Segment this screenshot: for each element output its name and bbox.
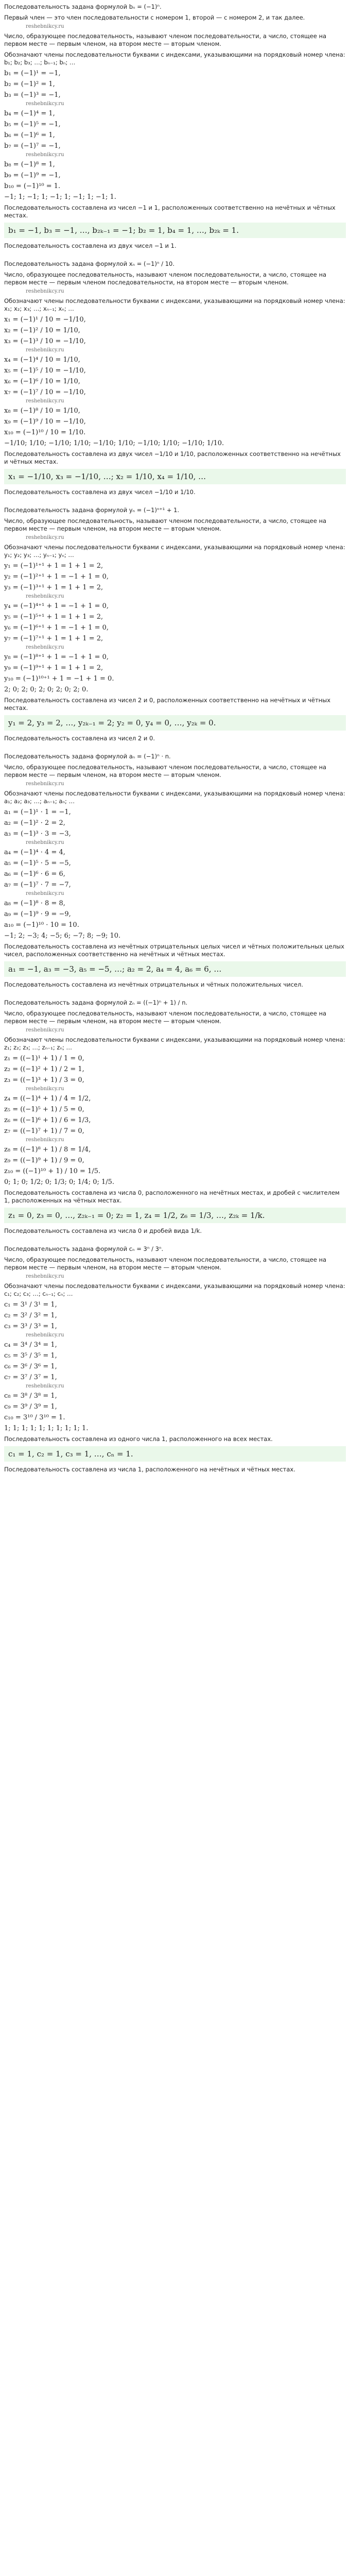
equation: y₆ = (−1)⁶⁺¹ + 1 = −1 + 1 = 0, bbox=[4, 624, 109, 632]
note: Последовательность составлена из числа 0, расположенного на нечётных местах, и дробей с числителем 1, расположенных на чётных местах. bbox=[4, 1189, 340, 1204]
equation: z₄ = ((−1)⁴ + 1) / 4 = 1/2, bbox=[4, 1095, 91, 1103]
note: Последовательность составлена из чисел 2 и 0, расположенных соответственно на нечётных и чётных местах. bbox=[4, 697, 331, 711]
equation: b₃ = (−1)³ = −1, bbox=[4, 91, 61, 99]
intro-line: Число, образующее последовательность, называют членом последовательности, а число, стоящее на первом месте — первым членом, на втором месте — вторым членом. bbox=[4, 517, 327, 532]
equation: c₃ = 3³ / 3³ = 1, bbox=[4, 1323, 57, 1330]
equation: b₅ = (−1)⁵ = −1, bbox=[4, 121, 61, 128]
solution-block-4 bbox=[4, 753, 346, 989]
conclusion: Последовательность составлена из чисел 2 и 0. bbox=[4, 735, 155, 742]
intro-line: Число, образующее последовательность, называют членом последовательности, а число, стоящее на первом месте — первым членом последовательности, на втором месте — вторым членом. bbox=[4, 271, 327, 286]
watermark: reshebnikcy.ru bbox=[26, 347, 64, 353]
equation: c₂ = 3² / 3² = 1, bbox=[4, 1312, 57, 1319]
summary-box: b₁ = −1, b₃ = −1, …, b₂ₖ₋₁ = −1; b₂ = 1, b₄ = 1, …, b₂ₖ = 1. bbox=[4, 223, 346, 238]
equation: x₄ = (−1)⁴ / 10 = 1/10, bbox=[4, 356, 80, 364]
equation: y₇ = (−1)⁷⁺¹ + 1 = 1 + 1 = 2, bbox=[4, 635, 103, 642]
equation: c₁ = 3¹ / 3¹ = 1, bbox=[4, 1301, 57, 1309]
intro-line: Число, образующее последовательность, называют членом последовательности, а число, стоящее на первом месте — первым членом, на втором месте — вторым членом. bbox=[4, 32, 327, 47]
equation: x₉ = (−1)⁹ / 10 = −1/10, bbox=[4, 418, 86, 426]
intro-line: Число, образующее последовательность, называют членом последовательности, а число, стоящее на первом месте — первым членом, на втором месте — вторым членом. bbox=[4, 1010, 327, 1025]
equation: c₇ = 3⁷ / 3⁷ = 1, bbox=[4, 1374, 57, 1381]
intro-line: Последовательность задана формулой zₙ = ((−1)ⁿ + 1) / n. bbox=[4, 999, 188, 1006]
sequence-list: −1/10; 1/10; −1/10; 1/10; −1/10; 1/10; −1/10; 1/10; −1/10; 1/10. bbox=[4, 439, 224, 447]
equation: x₇ = (−1)⁷ / 10 = −1/10, bbox=[4, 388, 86, 396]
watermark: reshebnikcy.ru bbox=[26, 1274, 64, 1279]
sequence-list: −1; 1; −1; 1; −1; 1; −1; 1; −1; 1. bbox=[4, 193, 116, 201]
equation: b₁₀ = (−1)¹⁰ = 1. bbox=[4, 182, 61, 190]
equation: z₂ = ((−1)² + 1) / 2 = 1, bbox=[4, 1065, 84, 1073]
equation: b₇ = (−1)⁷ = −1, bbox=[4, 142, 61, 150]
intro-line: Число, образующее последовательность, называют членом последовательности, а число, стоящее на первом месте — первым членом, на втором месте — вторым членом. bbox=[4, 1256, 327, 1271]
equation: y₉ = (−1)⁹⁺¹ + 1 = 1 + 1 = 2, bbox=[4, 664, 103, 672]
equation: b₁ = (−1)¹ = −1, bbox=[4, 70, 61, 77]
equation: a₆ = (−1)⁶ · 6 = 6, bbox=[4, 870, 65, 878]
equation: a₃ = (−1)³ · 3 = −3, bbox=[4, 830, 71, 838]
sequence-list: −1; 2; −3; 4; −5; 6; −7; 8; −9; 10. bbox=[4, 932, 121, 940]
intro-line: Число, образующее последовательность, называют членом последовательности, а число, стоящее на первом месте — первым членом, на втором месте — вторым членом. bbox=[4, 764, 327, 778]
watermark: reshebnikcy.ru bbox=[26, 535, 64, 540]
equation: c₉ = 3⁹ / 3⁹ = 1, bbox=[4, 1403, 57, 1411]
equation: b₂ = (−1)² = 1, bbox=[4, 80, 55, 88]
equation: c₈ = 3⁸ / 3⁸ = 1, bbox=[4, 1392, 57, 1400]
note: Последовательность составлена из двух чисел −1/10 и 1/10, расположенных соответственно на нечётных и чётных местах. bbox=[4, 450, 341, 465]
intro-line: Обозначают члены последовательности буквами с индексами, указывающими на порядковый номер члена: x₁; x₂; x₃; …; xₙ₋₁; xₙ; … bbox=[4, 297, 345, 312]
watermark: reshebnikcy.ru bbox=[26, 1383, 64, 1389]
equation: y₈ = (−1)⁸⁺¹ + 1 = −1 + 1 = 0, bbox=[4, 653, 109, 661]
intro-line: Обозначают члены последовательности буквами с индексами, указывающими на порядковый номер члена: b₁; b₂; b₃; …; bₙ₋₁; bₙ; … bbox=[4, 51, 345, 66]
equation: b₄ = (−1)⁴ = 1, bbox=[4, 110, 55, 117]
summary-box: y₁ = 2, y₃ = 2, …, y₂ₖ₋₁ = 2; y₂ = 0, y₄ = 0, …, y₂ₖ = 0. bbox=[4, 715, 346, 731]
solution-block-2 bbox=[4, 260, 346, 496]
conclusion: Последовательность составлена из нечётных отрицательных и чётных положительных чисел. bbox=[4, 981, 303, 988]
equation: b₈ = (−1)⁸ = 1, bbox=[4, 161, 55, 168]
equation: a₂ = (−1)² · 2 = 2, bbox=[4, 819, 65, 827]
intro-line: Обозначают члены последовательности буквами с индексами, указывающими на порядковый номер члена: a₁; a₂; a₃; …; aₙ₋₁; aₙ; … bbox=[4, 790, 345, 805]
solution-block-6 bbox=[4, 1245, 346, 1473]
watermark: reshebnikcy.ru bbox=[26, 289, 64, 294]
equation: x₆ = (−1)⁶ / 10 = 1/10, bbox=[4, 378, 80, 385]
intro-line: Первый член — это член последовательности с номером 1, второй — с номером 2, и так далее. bbox=[4, 14, 305, 21]
summary-box: a₁ = −1, a₃ = −3, a₅ = −5, …; a₂ = 2, a₄ = 4, a₆ = 6, … bbox=[4, 961, 346, 977]
solution-block-3 bbox=[4, 506, 346, 742]
equation: x₃ = (−1)³ / 10 = −1/10, bbox=[4, 337, 86, 345]
watermark: reshebnikcy.ru bbox=[26, 645, 64, 650]
watermark: reshebnikcy.ru bbox=[26, 594, 64, 599]
equation: z₁₀ = ((−1)¹⁰ + 1) / 10 = 1/5. bbox=[4, 1167, 101, 1175]
conclusion: Последовательность составлена из числа 0 и дробей вида 1/k. bbox=[4, 1227, 202, 1234]
equation: a₄ = (−1)⁴ · 4 = 4, bbox=[4, 849, 65, 856]
intro-line: Последовательность задана формулой xₙ = (−1)ⁿ / 10. bbox=[4, 260, 175, 267]
intro-line: Последовательность задана формулой aₙ = (−1)ⁿ · n. bbox=[4, 753, 171, 760]
equation: a₅ = (−1)⁵ · 5 = −5, bbox=[4, 859, 71, 867]
equation: x₈ = (−1)⁸ / 10 = 1/10, bbox=[4, 407, 80, 415]
watermark: reshebnikcy.ru bbox=[26, 1332, 64, 1338]
note: Последовательность составлена из чисел −1 и 1, расположенных соответственно на нечётных и чётных местах. bbox=[4, 204, 336, 219]
conclusion: Последовательность составлена из числа 1, расположенного на нечётных и чётных местах. bbox=[4, 1466, 295, 1473]
equation: z₆ = ((−1)⁶ + 1) / 6 = 1/3, bbox=[4, 1116, 91, 1124]
solution-block-5 bbox=[4, 999, 346, 1235]
equation: z₅ = ((−1)⁵ + 1) / 5 = 0, bbox=[4, 1106, 84, 1113]
summary-box: c₁ = 1, c₂ = 1, c₃ = 1, …, cₙ = 1. bbox=[4, 1446, 346, 1462]
intro-line: Обозначают члены последовательности буквами с индексами, указывающими на порядковый номер члена: c₁; c₂; c₃; …; cₙ₋₁; cₙ; … bbox=[4, 1282, 345, 1297]
equation: c₁₀ = 3¹⁰ / 3¹⁰ = 1. bbox=[4, 1414, 65, 1421]
equation: y₄ = (−1)⁴⁺¹ + 1 = −1 + 1 = 0, bbox=[4, 602, 109, 610]
intro-line: Последовательность задана формулой bₙ = (−1)ⁿ. bbox=[4, 3, 162, 10]
watermark: reshebnikcy.ru bbox=[26, 101, 64, 107]
equation: z₈ = ((−1)⁸ + 1) / 8 = 1/4, bbox=[4, 1146, 91, 1154]
intro-line: Обозначают члены последовательности буквами с индексами, указывающими на порядковый номер члена: y₁; y₂; y₃; …; yₙ₋₁; yₙ; … bbox=[4, 544, 345, 558]
watermark: reshebnikcy.ru bbox=[26, 781, 64, 787]
conclusion: Последовательность составлена из двух чисел −1/10 и 1/10. bbox=[4, 488, 196, 496]
watermark: reshebnikcy.ru bbox=[26, 891, 64, 896]
equation: y₅ = (−1)⁵⁺¹ + 1 = 1 + 1 = 2, bbox=[4, 613, 103, 621]
equation: y₁₀ = (−1)¹⁰⁺¹ + 1 = −1 + 1 = 0. bbox=[4, 675, 114, 683]
conclusion: Последовательность составлена из двух чисел −1 и 1. bbox=[4, 242, 177, 249]
equation: z₁ = ((−1)¹ + 1) / 1 = 0, bbox=[4, 1055, 84, 1062]
watermark: reshebnikcy.ru bbox=[26, 152, 64, 158]
equation: a₈ = (−1)⁸ · 8 = 8, bbox=[4, 900, 65, 907]
sequence-list: 2; 0; 2; 0; 2; 0; 2; 0; 2; 0. bbox=[4, 686, 89, 693]
equation: y₁ = (−1)¹⁺¹ + 1 = 1 + 1 = 2, bbox=[4, 562, 103, 570]
equation: c₄ = 3⁴ / 3⁴ = 1, bbox=[4, 1341, 57, 1349]
watermark: reshebnikcy.ru bbox=[26, 1086, 64, 1092]
watermark: reshebnikcy.ru bbox=[26, 840, 64, 845]
watermark: reshebnikcy.ru bbox=[26, 398, 64, 404]
watermark: reshebnikcy.ru bbox=[26, 1137, 64, 1143]
equation: a₉ = (−1)⁹ · 9 = −9, bbox=[4, 910, 71, 918]
summary-box: z₁ = 0, z₃ = 0, …, z₂ₖ₋₁ = 0; z₂ = 1, z₄ = 1/2, z₆ = 1/3, …, z₂ₖ = 1/k. bbox=[4, 1208, 346, 1223]
equation: y₂ = (−1)²⁺¹ + 1 = −1 + 1 = 0, bbox=[4, 573, 109, 581]
equation: x₂ = (−1)² / 10 = 1/10, bbox=[4, 327, 80, 334]
intro-line: Обозначают члены последовательности буквами с индексами, указывающими на порядковый номер члена: z₁; z₂; z₃; …; zₙ₋₁; zₙ; … bbox=[4, 1036, 345, 1051]
equation: c₅ = 3⁵ / 3⁵ = 1, bbox=[4, 1352, 57, 1360]
equation: c₆ = 3⁶ / 3⁶ = 1, bbox=[4, 1363, 57, 1370]
equation: z₃ = ((−1)³ + 1) / 3 = 0, bbox=[4, 1076, 84, 1084]
solution-block-1 bbox=[4, 3, 346, 250]
equation: b₉ = (−1)⁹ = −1, bbox=[4, 172, 61, 179]
sequence-list: 0; 1; 0; 1/2; 0; 1/3; 0; 1/4; 0; 1/5. bbox=[4, 1178, 115, 1186]
equation: a₁ = (−1)¹ · 1 = −1, bbox=[4, 808, 71, 816]
note: Последовательность составлена из нечётных отрицательных целых чисел и чётных положительных целых чисел, расположенных соответственно на нечётных и чётных местах. bbox=[4, 943, 344, 958]
equation: x₁ = (−1)¹ / 10 = −1/10, bbox=[4, 316, 86, 324]
equation: a₁₀ = (−1)¹⁰ · 10 = 10. bbox=[4, 921, 79, 929]
note: Последовательность составлена из одного числа 1, расположенного на всех местах. bbox=[4, 1435, 273, 1443]
equation: x₅ = (−1)⁵ / 10 = −1/10, bbox=[4, 367, 86, 375]
intro-line: Последовательность задана формулой cₙ = 3ⁿ / 3ⁿ. bbox=[4, 1245, 164, 1252]
watermark: reshebnikcy.ru bbox=[26, 24, 64, 29]
watermark: reshebnikcy.ru bbox=[26, 1027, 64, 1033]
sequence-list: 1; 1; 1; 1; 1; 1; 1; 1; 1; 1. bbox=[4, 1425, 89, 1432]
equation: a₇ = (−1)⁷ · 7 = −7, bbox=[4, 881, 71, 889]
intro-line: Последовательность задана формулой yₙ = (−1)ⁿ⁺¹ + 1. bbox=[4, 506, 180, 514]
equation: z₉ = ((−1)⁹ + 1) / 9 = 0, bbox=[4, 1157, 84, 1164]
equation: z₇ = ((−1)⁷ + 1) / 7 = 0, bbox=[4, 1127, 84, 1135]
equation: x₁₀ = (−1)¹⁰ / 10 = 1/10. bbox=[4, 429, 86, 436]
equation: y₃ = (−1)³⁺¹ + 1 = 1 + 1 = 2, bbox=[4, 584, 103, 591]
summary-box: x₁ = −1/10, x₃ = −1/10, …; x₂ = 1/10, x₄ = 1/10, … bbox=[4, 469, 346, 484]
equation: b₆ = (−1)⁶ = 1, bbox=[4, 131, 55, 139]
